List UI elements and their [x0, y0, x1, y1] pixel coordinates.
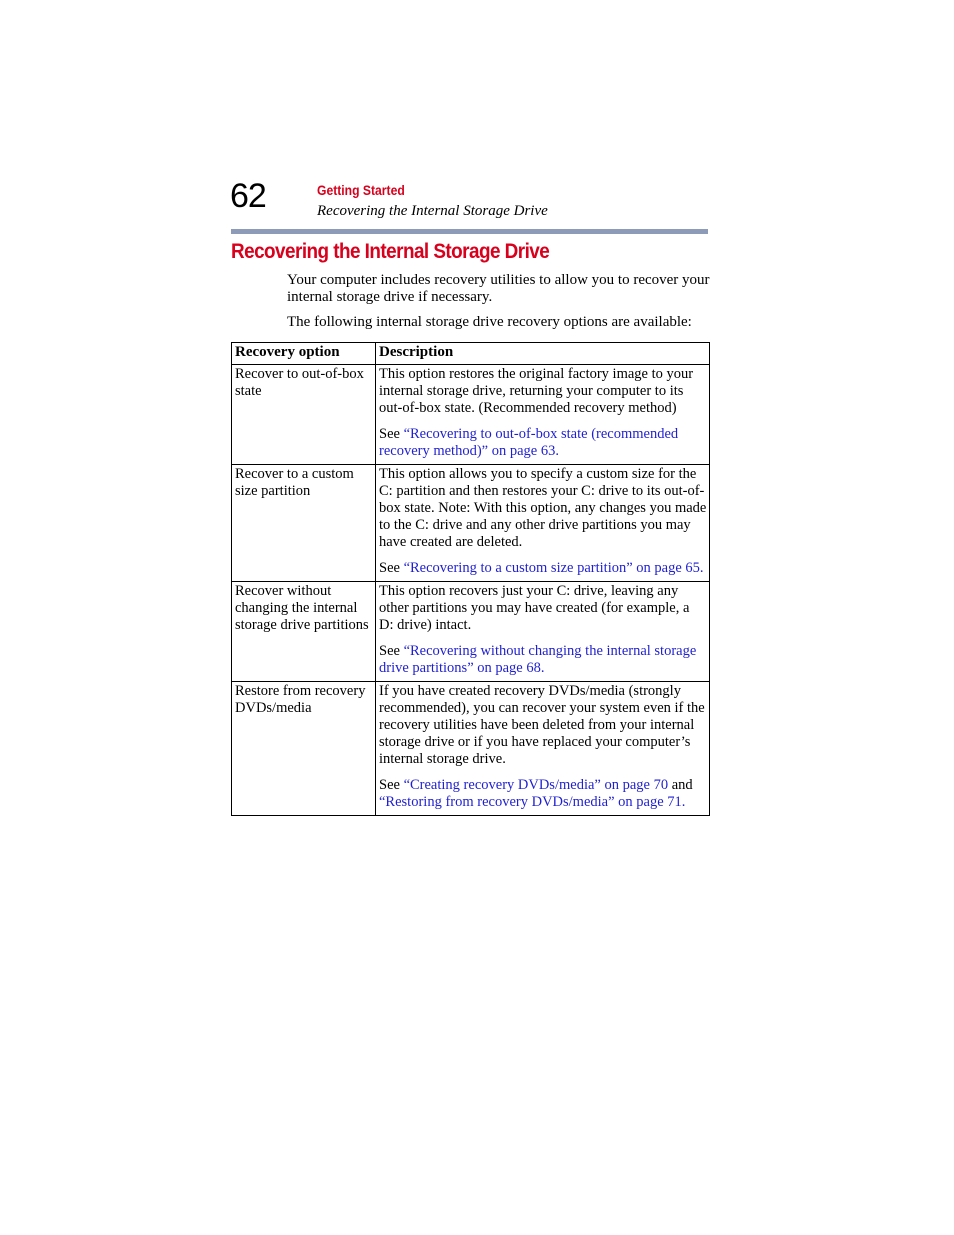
see-prefix: See: [379, 777, 404, 793]
see-suffix: .: [555, 443, 559, 459]
see-suffix: .: [699, 560, 704, 576]
description-cell: [376, 465, 710, 582]
xref-link-creating-media[interactable]: “Creating recovery DVDs/media” on page 70: [403, 777, 669, 793]
table-row: [232, 365, 710, 465]
recovery-options-table: [231, 342, 710, 816]
description-text: If you have created recovery DVDs/media (strongly recommended), you can recover your system even if the recovery utilities have been deleted from your internal storage drive or if you have replaced your computer’s internal storage drive.: [379, 683, 705, 767]
description-cell: [376, 582, 710, 682]
option-cell: Restore from recovery DVDs/media: [232, 682, 376, 816]
see-reference: [379, 426, 707, 460]
see-prefix: See: [379, 560, 404, 576]
header-recovery-option: Recovery option: [232, 343, 376, 365]
table-row: [232, 465, 710, 582]
table-row: [232, 582, 710, 682]
options-lead-paragraph: The following internal storage drive recovery options are available:: [287, 314, 692, 330]
header-rule: [231, 229, 708, 234]
table-row: [232, 682, 710, 816]
see-suffix: .: [540, 660, 545, 676]
xref-link-without-changing[interactable]: “Recovering without changing the internal storage drive partitions” on page 68: [379, 643, 697, 676]
see-prefix: See: [379, 426, 404, 442]
option-cell: Recover to a custom size partition: [232, 465, 376, 582]
see-reference: [379, 560, 707, 577]
option-cell: Recover to out-of-box state: [232, 365, 376, 465]
description-cell: [376, 682, 710, 816]
intro-paragraph: Your computer includes recovery utilities to allow you to recover your internal storage drive if necessary.: [287, 272, 710, 305]
option-cell: Recover without changing the internal storage drive partitions: [232, 582, 376, 682]
description-text: This option recovers just your C: drive, leaving any other partitions you may have created (for example, a D: drive) intact.: [379, 583, 690, 633]
xref-link-custom-size[interactable]: “Recovering to a custom size partition” on page 65: [403, 560, 700, 576]
see-prefix: See: [379, 643, 404, 659]
see-joiner: and: [668, 777, 693, 793]
running-header-subtitle: Recovering the Internal Storage Drive: [317, 203, 548, 219]
running-header-section: Getting Started: [317, 183, 405, 198]
section-title: Recovering the Internal Storage Drive: [231, 240, 550, 263]
header-description: Description: [376, 343, 710, 365]
table-header-row: [232, 343, 710, 365]
description-text: This option restores the original factory image to your internal storage drive, returning your computer to its out-of-box state. (Recommended recovery method): [379, 366, 694, 416]
xref-link-out-of-box[interactable]: “Recovering to out-of-box state (recommended recovery method)” on page 63: [379, 426, 679, 459]
see-reference: [379, 777, 707, 811]
see-suffix: .: [681, 794, 686, 810]
see-reference: [379, 643, 707, 677]
xref-link-restoring-media[interactable]: “Restoring from recovery DVDs/media” on page 71: [379, 794, 682, 810]
description-text: This option allows you to specify a custom size for the C: partition and then restores your C: drive to its out-of-box state. Note: With this option, any changes you made to the C: drive and any other drive partitions you may have created are deleted.: [379, 466, 707, 550]
page-number: 62: [230, 177, 266, 215]
description-cell: [376, 365, 710, 465]
